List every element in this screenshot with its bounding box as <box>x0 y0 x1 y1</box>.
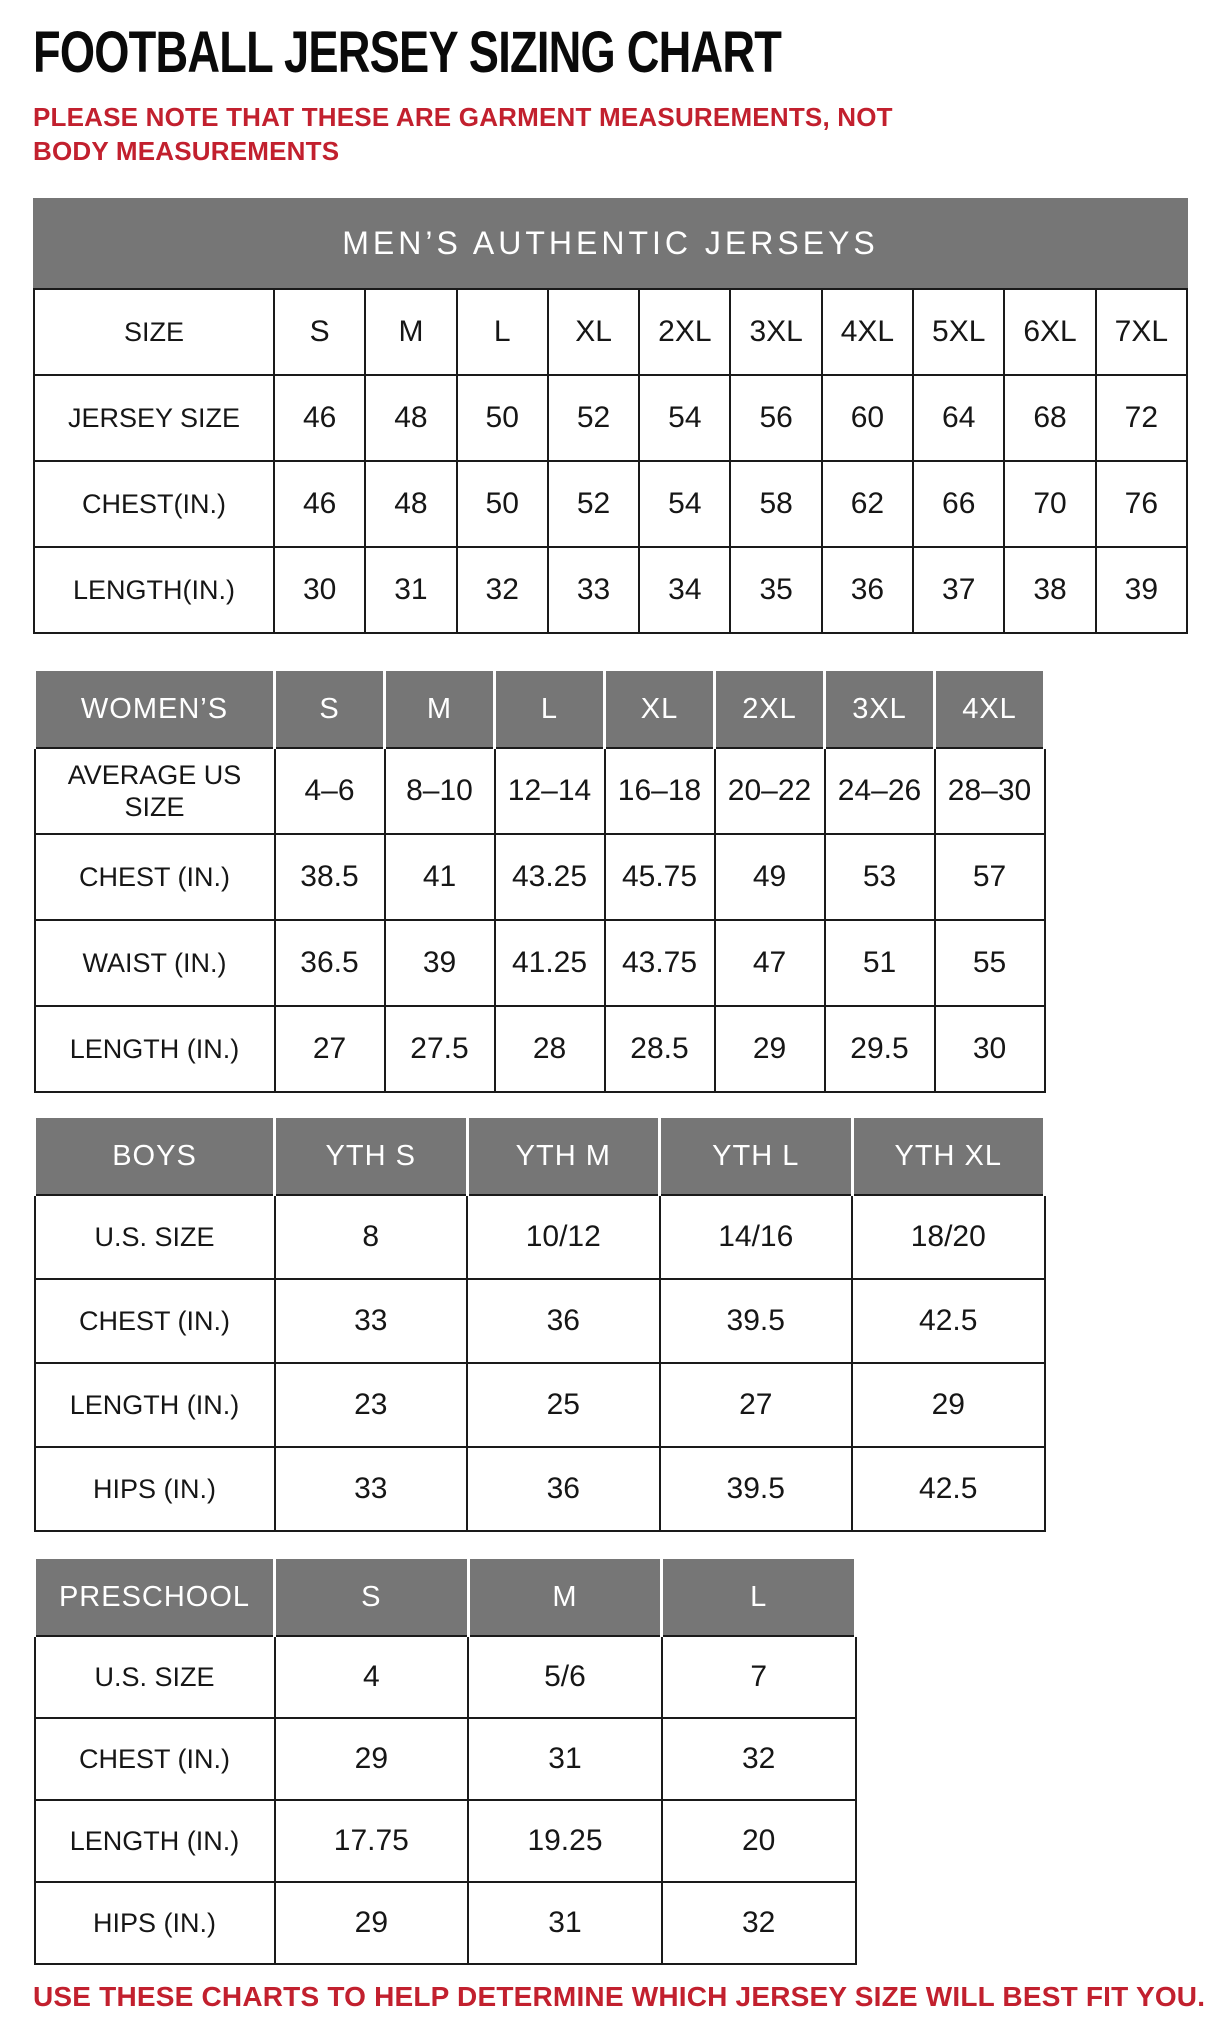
table-cell: 32 <box>662 1882 856 1964</box>
table-row <box>34 289 1187 375</box>
table-cell: 36 <box>822 547 913 633</box>
table-cell: 25 <box>467 1363 660 1447</box>
column-header: S <box>275 1558 469 1637</box>
row-label: JERSEY SIZE <box>34 375 274 461</box>
table-cell: 45.75 <box>605 834 715 920</box>
mens-table-banner: MEN’S AUTHENTIC JERSEYS <box>33 198 1188 288</box>
table-cell: 43.25 <box>495 834 605 920</box>
row-label: CHEST(IN.) <box>34 461 274 547</box>
table-cell: L <box>457 289 548 375</box>
table-row <box>35 1882 856 1964</box>
row-label: HIPS (IN.) <box>35 1882 275 1964</box>
row-label: CHEST (IN.) <box>35 834 275 920</box>
table-cell: 5/6 <box>468 1636 662 1718</box>
table-cell: 4–6 <box>275 748 385 834</box>
mens-sizing-table <box>33 288 1188 634</box>
table-cell: 55 <box>935 920 1045 1006</box>
table-cell: 36.5 <box>275 920 385 1006</box>
table-cell: 39.5 <box>660 1447 853 1531</box>
table-cell: 48 <box>365 461 456 547</box>
table-cell: 31 <box>468 1882 662 1964</box>
table-cell: 16–18 <box>605 748 715 834</box>
table-cell: 53 <box>825 834 935 920</box>
table-cell: 27 <box>660 1363 853 1447</box>
column-header: YTH S <box>275 1117 468 1196</box>
table-row <box>35 1800 856 1882</box>
table-cell: 37 <box>913 547 1004 633</box>
table-cell: 48 <box>365 375 456 461</box>
table-cell: 46 <box>274 461 365 547</box>
page-title: FOOTBALL JERSEY SIZING CHART <box>33 20 782 85</box>
table-title-cell: BOYS <box>35 1117 275 1196</box>
table-cell: 30 <box>274 547 365 633</box>
table-cell: 27.5 <box>385 1006 495 1092</box>
table-cell: 72 <box>1096 375 1187 461</box>
table-cell: 31 <box>468 1718 662 1800</box>
table-cell: 35 <box>730 547 821 633</box>
column-header: 3XL <box>825 670 935 749</box>
column-header: YTH L <box>660 1117 853 1196</box>
column-header: 4XL <box>935 670 1045 749</box>
row-label: U.S. SIZE <box>35 1636 275 1718</box>
table-header-row <box>35 670 1045 749</box>
table-cell: 46 <box>274 375 365 461</box>
column-header: YTH M <box>467 1117 660 1196</box>
column-header: XL <box>605 670 715 749</box>
row-label: CHEST (IN.) <box>35 1279 275 1363</box>
table-row <box>35 1447 1045 1531</box>
table-cell: 50 <box>457 375 548 461</box>
table-cell: 32 <box>457 547 548 633</box>
table-row <box>35 1195 1045 1279</box>
boys-sizing-table <box>33 1115 1046 1532</box>
table-row <box>34 375 1187 461</box>
table-cell: XL <box>548 289 639 375</box>
table-row <box>35 748 1045 834</box>
table-cell: 20 <box>662 1800 856 1882</box>
table-row <box>34 547 1187 633</box>
table-cell: 7XL <box>1096 289 1187 375</box>
table-cell: 2XL <box>639 289 730 375</box>
table-cell: 52 <box>548 461 639 547</box>
table-cell: 50 <box>457 461 548 547</box>
table-cell: 5XL <box>913 289 1004 375</box>
table-cell: 29 <box>275 1882 469 1964</box>
table-cell: 64 <box>913 375 1004 461</box>
table-row <box>35 1363 1045 1447</box>
table-cell: 51 <box>825 920 935 1006</box>
table-cell: 36 <box>467 1279 660 1363</box>
row-label: AVERAGE US SIZE <box>35 748 275 834</box>
row-label: LENGTH(IN.) <box>34 547 274 633</box>
table-cell: 4 <box>275 1636 469 1718</box>
table-cell: 32 <box>662 1718 856 1800</box>
table-row <box>34 461 1187 547</box>
row-label: SIZE <box>34 289 274 375</box>
table-cell: 27 <box>275 1006 385 1092</box>
table-cell: 29 <box>715 1006 825 1092</box>
footer-note: USE THESE CHARTS TO HELP DETERMINE WHICH JERSEY SIZE WILL BEST FIT YOU. <box>33 1981 1206 2012</box>
row-label: LENGTH (IN.) <box>35 1006 275 1092</box>
table-cell: 49 <box>715 834 825 920</box>
row-label: LENGTH (IN.) <box>35 1800 275 1882</box>
table-cell: 8 <box>275 1195 468 1279</box>
table-cell: 30 <box>935 1006 1045 1092</box>
table-cell: 38.5 <box>275 834 385 920</box>
table-cell: 24–26 <box>825 748 935 834</box>
column-header: M <box>385 670 495 749</box>
column-header: YTH XL <box>852 1117 1045 1196</box>
table-header-row <box>35 1558 856 1637</box>
table-cell: 58 <box>730 461 821 547</box>
table-title-cell: WOMEN’S <box>35 670 275 749</box>
table-cell: 29 <box>852 1363 1045 1447</box>
table-cell: 57 <box>935 834 1045 920</box>
table-cell: 12–14 <box>495 748 605 834</box>
table-cell: 42.5 <box>852 1279 1045 1363</box>
table-cell: 18/20 <box>852 1195 1045 1279</box>
column-header: S <box>275 670 385 749</box>
table-cell: 29 <box>275 1718 469 1800</box>
table-cell: 52 <box>548 375 639 461</box>
table-cell: 39 <box>1096 547 1187 633</box>
table-cell: 33 <box>275 1447 468 1531</box>
table-cell: M <box>365 289 456 375</box>
table-cell: 70 <box>1004 461 1095 547</box>
table-row <box>35 920 1045 1006</box>
table-cell: 56 <box>730 375 821 461</box>
table-cell: 7 <box>662 1636 856 1718</box>
table-row <box>35 1279 1045 1363</box>
table-cell: 42.5 <box>852 1447 1045 1531</box>
table-row <box>35 1636 856 1718</box>
table-cell: 68 <box>1004 375 1095 461</box>
table-cell: 33 <box>548 547 639 633</box>
table-header-row <box>35 1117 1045 1196</box>
table-cell: 38 <box>1004 547 1095 633</box>
table-cell: 54 <box>639 375 730 461</box>
table-title-cell: PRESCHOOL <box>35 1558 275 1637</box>
table-cell: 34 <box>639 547 730 633</box>
table-cell: 62 <box>822 461 913 547</box>
table-row <box>35 1006 1045 1092</box>
table-row <box>35 834 1045 920</box>
table-cell: 31 <box>365 547 456 633</box>
table-cell: 14/16 <box>660 1195 853 1279</box>
row-label: LENGTH (IN.) <box>35 1363 275 1447</box>
column-header: L <box>662 1558 856 1637</box>
womens-sizing-table <box>33 668 1046 1093</box>
table-cell: 54 <box>639 461 730 547</box>
row-label: HIPS (IN.) <box>35 1447 275 1531</box>
column-header: M <box>468 1558 662 1637</box>
table-cell: 6XL <box>1004 289 1095 375</box>
table-row <box>35 1718 856 1800</box>
table-cell: 60 <box>822 375 913 461</box>
column-header: L <box>495 670 605 749</box>
table-cell: 43.75 <box>605 920 715 1006</box>
table-cell: 76 <box>1096 461 1187 547</box>
table-cell: 28.5 <box>605 1006 715 1092</box>
table-cell: S <box>274 289 365 375</box>
table-cell: 19.25 <box>468 1800 662 1882</box>
table-cell: 29.5 <box>825 1006 935 1092</box>
table-cell: 36 <box>467 1447 660 1531</box>
measurement-note: PLEASE NOTE THAT THESE ARE GARMENT MEASUREMENTS, NOT BODY MEASUREMENTS <box>33 102 893 166</box>
table-cell: 17.75 <box>275 1800 469 1882</box>
table-cell: 28 <box>495 1006 605 1092</box>
table-cell: 47 <box>715 920 825 1006</box>
table-cell: 8–10 <box>385 748 495 834</box>
table-cell: 28–30 <box>935 748 1045 834</box>
table-cell: 4XL <box>822 289 913 375</box>
table-cell: 39 <box>385 920 495 1006</box>
table-cell: 23 <box>275 1363 468 1447</box>
column-header: 2XL <box>715 670 825 749</box>
table-cell: 41 <box>385 834 495 920</box>
table-cell: 3XL <box>730 289 821 375</box>
table-cell: 33 <box>275 1279 468 1363</box>
preschool-sizing-table <box>33 1556 857 1965</box>
table-cell: 66 <box>913 461 1004 547</box>
row-label: CHEST (IN.) <box>35 1718 275 1800</box>
row-label: U.S. SIZE <box>35 1195 275 1279</box>
table-cell: 41.25 <box>495 920 605 1006</box>
row-label: WAIST (IN.) <box>35 920 275 1006</box>
table-cell: 20–22 <box>715 748 825 834</box>
table-cell: 39.5 <box>660 1279 853 1363</box>
table-cell: 10/12 <box>467 1195 660 1279</box>
